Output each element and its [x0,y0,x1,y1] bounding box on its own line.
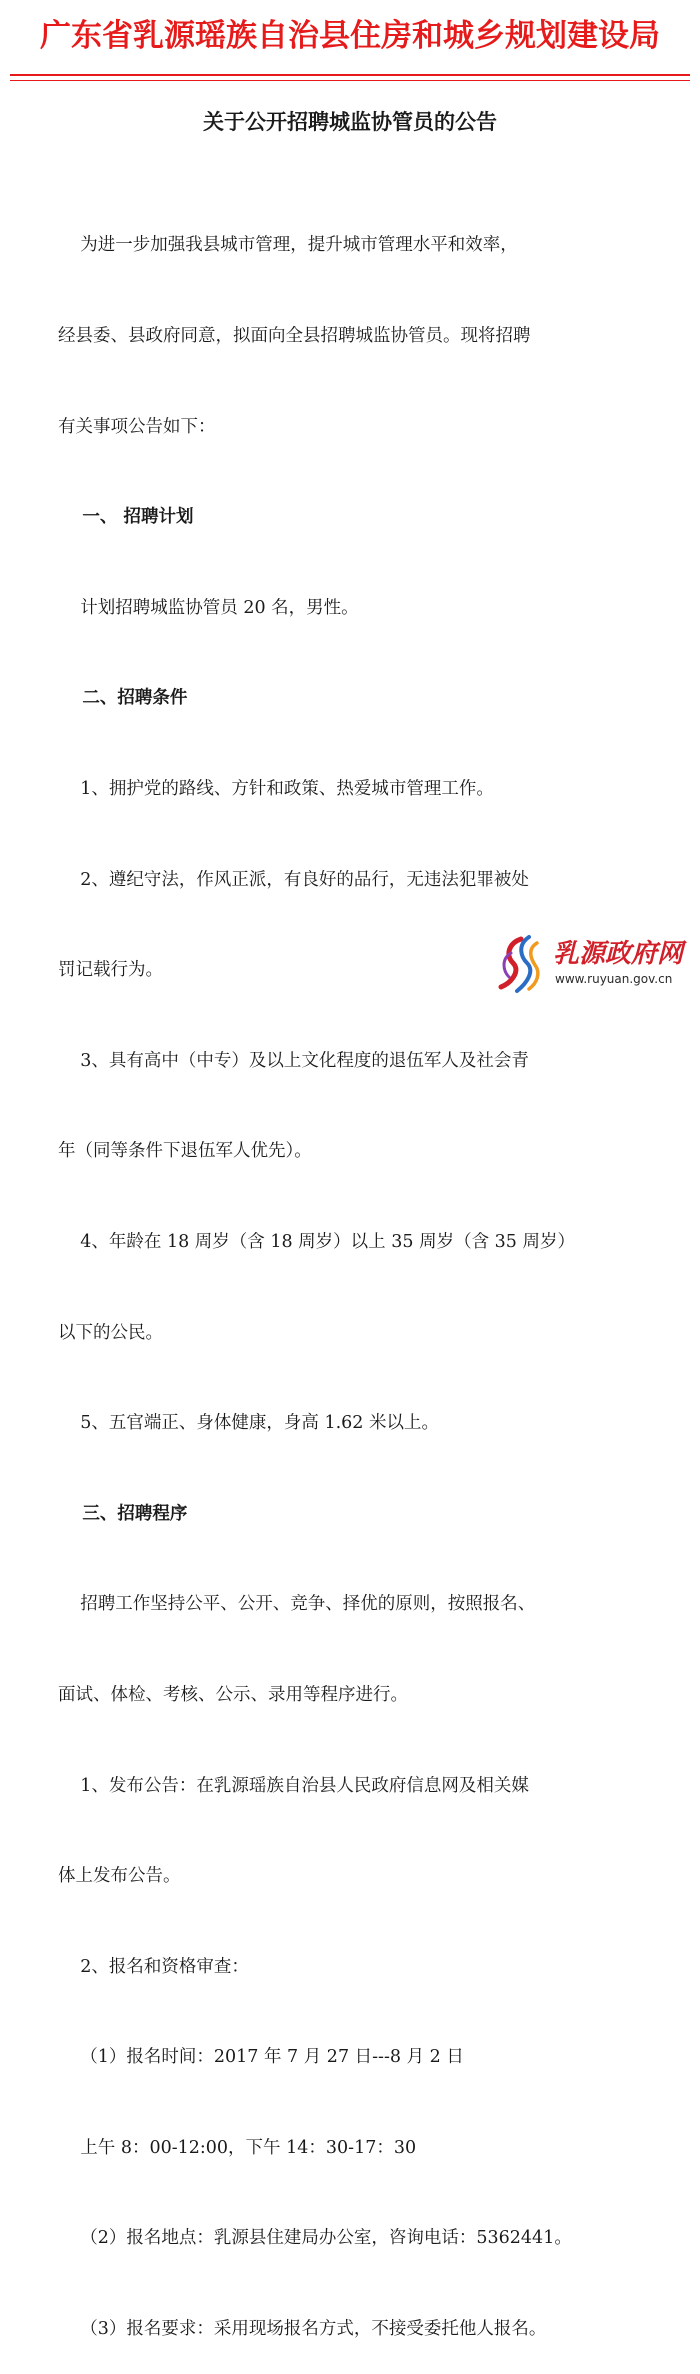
section-heading-conditions: 二、招聘条件 [58,688,188,709]
section-heading-plan: 一、 招聘计划 [58,507,194,528]
body-line: 年（同等条件下退伍军人优先）。 [58,1141,312,1162]
body-line: （2）报名地点：乳源县住建局办公室，咨询电话：5362441。 [58,2228,572,2249]
body-line: 计划招聘城监协管员 20 名，男性。 [58,597,359,618]
body-line: 以下的公民。 [58,1322,163,1343]
body-line: 罚记载行为。 [58,960,163,981]
section-heading-procedure: 三、招聘程序 [58,1503,188,1524]
logo-ribbon-icon [491,933,551,995]
body-line: 1、拥护党的路线、方针和政策、热爱城市管理工作。 [58,778,494,799]
body-line: 4、年龄在 18 周岁（含 18 周岁）以上 35 周岁（含 35 周岁） [58,1231,575,1252]
body-line: 5、五官端正、身体健康，身高 1.62 米以上。 [58,1413,439,1434]
body-line: （3）报名要求：采用现场报名方式，不接受委托他人报名。 [58,2319,547,2340]
document-body [58,170,663,2374]
site-watermark [491,933,696,995]
header-divider-thin [10,80,690,81]
body-line: 2、遵纪守法，作风正派，有良好的品行，无违法犯罪被处 [58,869,529,890]
body-line: 上午 8：00-12:00，下午 14：30-17：30 [58,2137,417,2158]
body-line: 招聘工作坚持公平、公开、竞争、择优的原则，按照报名、 [58,1594,536,1615]
org-header: 广东省乳源瑶族自治县住房和城乡规划建设局 [40,18,660,54]
watermark-site-name: 乳源政府网 [553,939,684,969]
body-line: 3、具有高中（中专）及以上文化程度的退伍军人及社会青 [58,1050,529,1071]
body-line: 体上发布公告。 [58,1866,181,1887]
body-line: 1、发布公告：在乳源瑶族自治县人民政府信息网及相关媒 [58,1775,529,1796]
body-line: 面试、体检、考核、公示、录用等程序进行。 [58,1684,408,1705]
body-line: （1）报名时间：2017 年 7 月 27 日---8 月 2 日 [58,2047,464,2068]
body-line: 为进一步加强我县城市管理，提升城市管理水平和效率， [58,235,518,256]
watermark-url: www.ruyuan.gov.cn [555,972,673,986]
body-line: 2、报名和资格审查： [58,1956,249,1977]
body-line: 有关事项公告如下： [58,416,216,437]
body-line: 经县委、县政府同意，拟面向全县招聘城监协管员。现将招聘 [58,326,531,346]
document-title: 关于公开招聘城监协管员的公告 [203,110,497,134]
header-divider [10,74,690,76]
